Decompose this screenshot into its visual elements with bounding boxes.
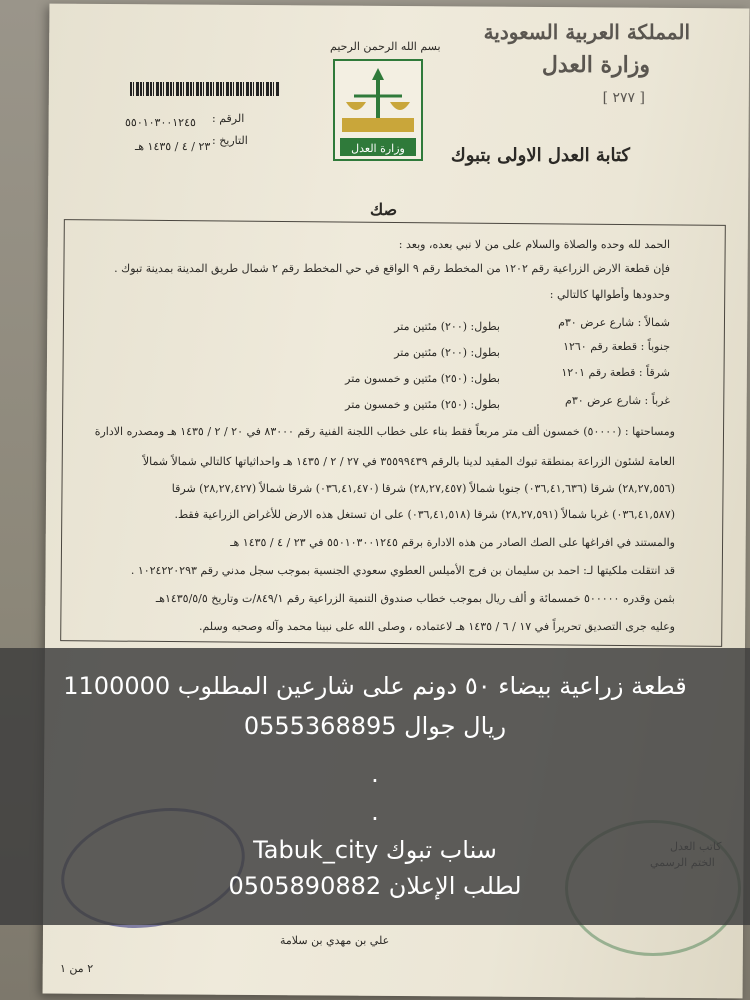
area-line: العامة لشئون الزراعة بمنطقة تبوك المقيد لدينا بالرقم ٣٥٥٩٩٤٣٩ في ٢٧ / ٢ / ١٤٣٥ هـ واحداثياتها كالتالي شمالاً شمالاً xyxy=(142,455,675,468)
doc-line: الحمد لله وحده والصلاة والسلام على من لا نبي بعده، وبعد : xyxy=(398,238,670,251)
boundary-length: بطول: (٢٥٠) مئتين و خمسون متر xyxy=(345,372,500,385)
boundary-side: جنوباً : قطعة رقم ١٢٦٠ xyxy=(563,340,670,353)
document-title: صك xyxy=(370,200,398,219)
ad-line-dot: . xyxy=(371,760,379,788)
basmala: بسم الله الرحمن الرحيم xyxy=(330,40,441,53)
ref-value: ٥٥٠١٠٣٠٠١٢٤٥ xyxy=(125,116,196,129)
area-line: (٠٣٦,٤١,٥٨٧) غربا شمالاً (٢٨,٢٧,٥٩١) شرقا (٠٣٦,٤١,٥١٨) على ان تستغل هذه الارض للأغراض الزراعية فقط. xyxy=(174,508,675,521)
boundary-side: شمالاً : شارع عرض ٣٠م xyxy=(558,316,670,329)
ministry-heading: المملكة العربية السعودية xyxy=(483,20,690,44)
doc-line: وعليه جرى التصديق تحريراً في ١٧ / ٦ / ١٤٣٥ هـ لاعتماده ، وصلى الله على نبينا محمد وآله وصحبه وسلم. xyxy=(198,620,675,633)
ad-line-offer: قطعة زراعية بيضاء ٥٠ دونم على شارعين المطلوب 1100000 xyxy=(63,672,687,700)
ad-line-phone: ريال جوال 0555368895 xyxy=(243,712,507,740)
ad-line-contact: لطلب الإعلان 0505890882 xyxy=(228,872,522,900)
barcode xyxy=(130,82,280,96)
boundary-length: بطول: (٢٠٠) مئتين متر xyxy=(394,320,500,333)
signature-name: علي بن مهدي بن سلامة xyxy=(280,934,390,947)
ministry-name: وزارة العدل xyxy=(541,52,650,78)
boundary-side: غرباً : شارع عرض ٣٠م xyxy=(565,394,670,407)
boundary-side: شرقاً : قطعة رقم ١٢٠١ xyxy=(561,366,670,379)
doc-line: وحدودها وأطوالها كالتالي : xyxy=(549,288,670,301)
ministry-emblem-icon xyxy=(332,58,424,162)
page-number: ٢ من ١ xyxy=(60,962,94,975)
area-line: والمستند في افراغها على الصك الصادر من هذه الادارة برقم ٥٥٠١٠٣٠٠١٢٤٥ في ٢٣ / ٤ / ١٤٣٥ هـ xyxy=(230,536,675,549)
area-line: بثمن وقدره ٥٠٠٠٠٠ خمسمائة و ألف ريال بموجب خطاب صندوق التنمية الزراعية رقم ٨٤٩/١/ت وتاريخ ١٤٣٥/٥/٥هـ xyxy=(155,592,675,605)
boundary-length: بطول: (٢٥٠) مئتين و خمسون متر xyxy=(345,398,500,411)
date-value: ٢٣ / ٤ / ١٤٣٥ هـ xyxy=(135,140,211,153)
office-name: كتابة العدل الاولى بتبوك xyxy=(450,145,630,166)
ad-line-snap: سناب تبوك Tabuk_city xyxy=(253,836,497,864)
area-line: ومساحتها : (٥٠٠٠٠) خمسون ألف متر مربعاً فقط بناء على خطاب اللجنة الفنية رقم ٨٣٠٠٠ في ٢٠ / ٢ / ١٤٣٥ هـ ومصدره الادارة xyxy=(94,425,675,438)
date-label: التاريخ : xyxy=(212,134,248,147)
emblem-text: وزارة العدل xyxy=(351,142,405,155)
ref-label: الرقم : xyxy=(212,112,245,125)
area-line: قد انتقلت ملكيتها لـ: احمد بن سليمان بن فرج الأميلس العطوي سعودي الجنسية بموجب سجل مدني رقم ١٠٢٤٢٢٠٢٩٣ . xyxy=(130,564,675,577)
area-line: (٢٨,٢٧,٥٥٦) شرقا (٠٣٦,٤١,٦٣٦) جنوبا شمالاً (٢٨,٢٧,٤٥٧) شرقا (٠٣٦,٤١,٤٧٠) شرقا شمالاً (٢٨,٢٧,٤٢٧) شرقا xyxy=(171,482,675,495)
doc-line: فإن قطعة الارض الزراعية رقم ١٢٠٢ من المخطط رقم ٩ الواقع في حي المخطط رقم ٢ شمال طريق المدينة بمدينة تبوك . xyxy=(114,262,670,275)
ministry-number: [ ٢٧٧ ] xyxy=(602,90,645,106)
boundary-length: بطول: (٢٠٠) مئتين متر xyxy=(394,346,500,359)
ad-line-dot: . xyxy=(371,798,379,826)
